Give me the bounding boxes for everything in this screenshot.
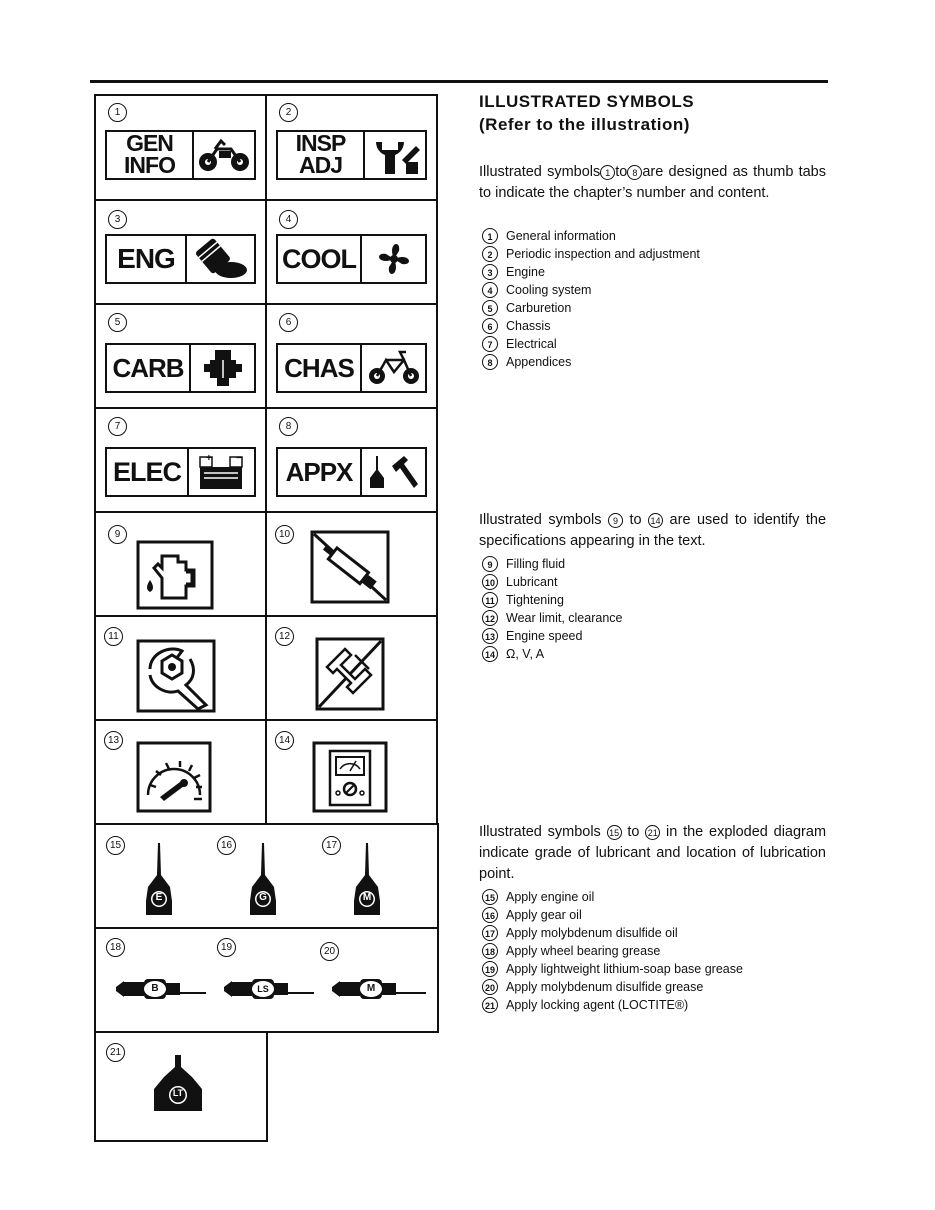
carburetor-icon bbox=[191, 345, 254, 391]
tab-label: ELEC bbox=[107, 449, 189, 495]
list-item: 9 Filling fluid bbox=[482, 555, 622, 573]
symbol-cell-3 bbox=[94, 199, 267, 305]
frame-icon bbox=[362, 345, 425, 391]
cell-number: 11 bbox=[104, 627, 123, 646]
cell-number: 1 bbox=[108, 103, 127, 122]
list-item: 7 Electrical bbox=[482, 335, 700, 353]
symbol-cell-2 bbox=[265, 94, 438, 201]
cell-number: 18 bbox=[106, 938, 125, 957]
cell-number: 12 bbox=[275, 627, 294, 646]
cell-number: 15 bbox=[106, 836, 125, 855]
filling-fluid-icon bbox=[136, 540, 214, 610]
cell-number: 19 bbox=[217, 938, 236, 957]
symbol-cell-10 bbox=[265, 511, 438, 617]
cell-number: 20 bbox=[320, 942, 339, 961]
list-item: 19 Apply lightweight lithium-soap base grease bbox=[482, 960, 743, 978]
cell-number: 3 bbox=[108, 210, 127, 229]
list-item: 2 Periodic inspection and adjustment bbox=[482, 245, 700, 263]
symbol-cell-1 bbox=[94, 94, 267, 201]
piston-icon bbox=[187, 236, 254, 282]
symbol-cell-6 bbox=[265, 303, 438, 409]
list-item: 5 Carburetion bbox=[482, 299, 700, 317]
caliper-icon bbox=[315, 637, 385, 711]
battery-plus: + bbox=[206, 453, 212, 464]
section1-intro: Illustrated symbols 1 to 8 are designed as thumb tabs to indicate the chapter’s number and content. bbox=[479, 164, 826, 201]
list-item: 11 Tightening bbox=[482, 591, 622, 609]
fan-icon bbox=[362, 236, 425, 282]
thumb-tab-chas bbox=[276, 343, 427, 393]
cell-number: 14 bbox=[275, 731, 294, 750]
cell-number: 21 bbox=[106, 1043, 125, 1062]
cell-number: 10 bbox=[275, 525, 294, 544]
thumb-tab-carb bbox=[105, 343, 256, 393]
page-heading bbox=[479, 90, 694, 136]
motorcycle-icon bbox=[194, 132, 254, 178]
gear-oil-icon: G bbox=[248, 843, 278, 917]
thumb-tab-appx bbox=[276, 447, 427, 497]
list-item: 21 Apply locking agent (LOCTITE®) bbox=[482, 996, 743, 1014]
thumb-tab-elec bbox=[105, 447, 256, 497]
list-item: 20 Apply molybdenum disulfide grease bbox=[482, 978, 743, 996]
list-item: 16 Apply gear oil bbox=[482, 906, 743, 924]
moly-grease-icon: M bbox=[332, 977, 426, 1001]
symbol-cell-4 bbox=[265, 199, 438, 305]
cell-number: 5 bbox=[108, 313, 127, 332]
list-item: 6 Chassis bbox=[482, 317, 700, 335]
cell-number: 6 bbox=[279, 313, 298, 332]
battery-minus: − bbox=[236, 453, 242, 464]
cell-number: 9 bbox=[108, 525, 127, 544]
symbol-cell-8 bbox=[265, 407, 438, 513]
tab-label: CARB bbox=[107, 345, 191, 391]
wheel-bearing-grease-icon: B bbox=[116, 977, 206, 1001]
battery-icon bbox=[189, 449, 254, 495]
list-item: 17 Apply molybdenum disulfide oil bbox=[482, 924, 743, 942]
locking-agent-icon: LT bbox=[152, 1055, 204, 1113]
symbol-cell-5 bbox=[94, 303, 267, 409]
list-item: 1 General information bbox=[482, 227, 700, 245]
list-item: 8 Appendices bbox=[482, 353, 700, 371]
list-item: 12 Wear limit, clearance bbox=[482, 609, 622, 627]
tab-label: APPX bbox=[278, 449, 362, 495]
cell-number: 13 bbox=[104, 731, 123, 750]
tab-label: GEN INFO bbox=[107, 132, 194, 178]
tab-label: ENG bbox=[107, 236, 187, 282]
symbol-cell-9 bbox=[94, 511, 267, 617]
list-item: 3 Engine bbox=[482, 263, 700, 281]
thumb-tab-eng bbox=[105, 234, 256, 284]
list-item: 13 Engine speed bbox=[482, 627, 622, 645]
chapter-list bbox=[482, 227, 700, 371]
list-item: 14 Ω, V, A bbox=[482, 645, 622, 663]
moly-oil-icon: M bbox=[352, 843, 382, 917]
page-subtitle: (Refer to the illustration) bbox=[479, 115, 690, 134]
section3-intro: Illustrated symbols 15 to 21 in the exploded diagram indicate grade of lubricant and location of lubrication point. bbox=[479, 824, 827, 882]
list-item: 10 Lubricant bbox=[482, 573, 622, 591]
multimeter-icon bbox=[312, 741, 388, 813]
symbol-cell-13 bbox=[94, 719, 267, 825]
symbol-cell-12 bbox=[265, 615, 438, 721]
lubricant-icon bbox=[310, 530, 390, 604]
specification-list bbox=[482, 555, 622, 663]
list-item: 15 Apply engine oil bbox=[482, 888, 743, 906]
engine-oil-icon: E bbox=[144, 843, 174, 917]
thumb-tab-insp-adj bbox=[276, 130, 427, 180]
symbol-cell-15-17 bbox=[94, 823, 439, 929]
tab-label: CHAS bbox=[278, 345, 362, 391]
symbol-cell-14 bbox=[265, 719, 438, 825]
tightening-icon bbox=[136, 639, 216, 713]
list-item: 18 Apply wheel bearing grease bbox=[482, 942, 743, 960]
cell-number: 8 bbox=[279, 417, 298, 436]
section2-intro: Illustrated symbols 9 to 14 are used to identify the specifications appearing in the text. bbox=[479, 512, 827, 549]
tab-label: INSP ADJ bbox=[278, 132, 365, 178]
list-item: 4 Cooling system bbox=[482, 281, 700, 299]
wrench-icon bbox=[365, 132, 425, 178]
thumb-tab-cool bbox=[276, 234, 427, 284]
lubricant-list bbox=[482, 888, 743, 1014]
thumb-tab-gen-info bbox=[105, 130, 256, 180]
top-rule bbox=[90, 80, 828, 83]
symbol-cell-18-20 bbox=[94, 927, 439, 1033]
page-title: ILLUSTRATED SYMBOLS bbox=[479, 92, 695, 111]
cell-number: 17 bbox=[322, 836, 341, 855]
cell-number: 16 bbox=[217, 836, 236, 855]
lithium-grease-icon: LS bbox=[224, 977, 314, 1001]
cell-number: 7 bbox=[108, 417, 127, 436]
symbol-cell-21 bbox=[94, 1031, 268, 1142]
cell-number: 4 bbox=[279, 210, 298, 229]
symbol-cell-11 bbox=[94, 615, 267, 721]
symbol-cell-7 bbox=[94, 407, 267, 513]
tab-label: COOL bbox=[278, 236, 362, 282]
oilcan-wrench-icon bbox=[362, 449, 425, 495]
tachometer-icon bbox=[136, 741, 212, 813]
cell-number: 2 bbox=[279, 103, 298, 122]
